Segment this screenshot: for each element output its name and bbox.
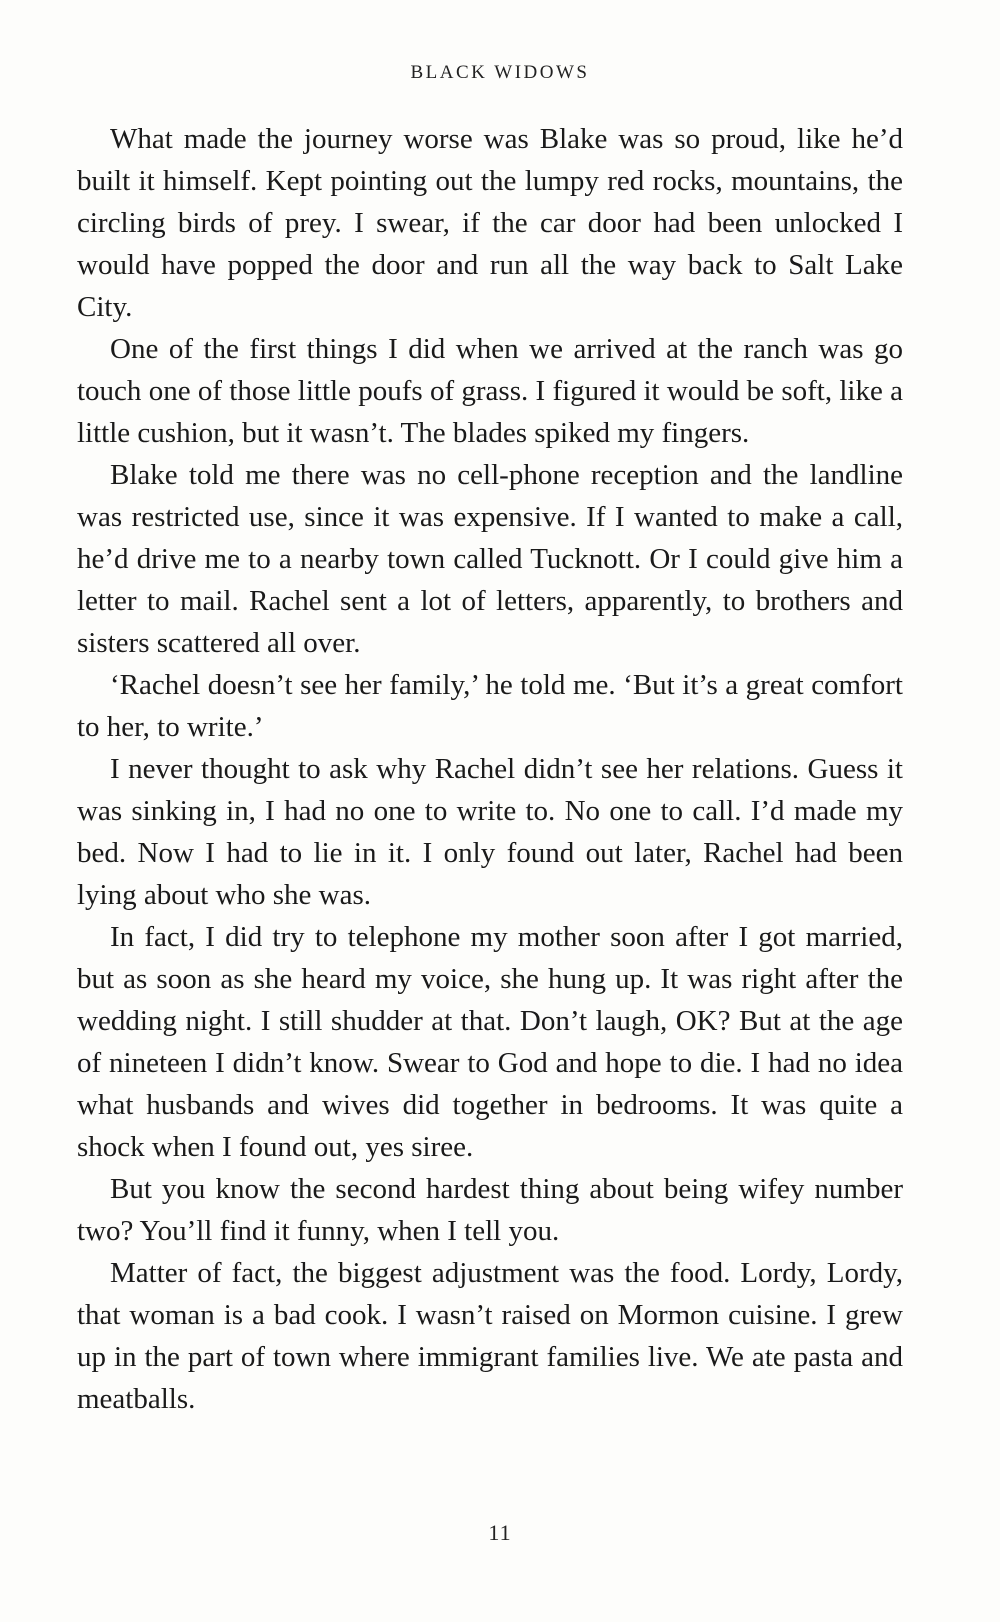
paragraph: In fact, I did try to telephone my mother soon after I got married, but as soon as she heard my voice, she hung up. It was right after the wedding night. I still shudder at that. Don’t laugh, OK? But at the age of nineteen I didn’t know. Swear to God and hope to die. I had no idea what husbands and wives did together in bedrooms. It was quite a shock when I found out, yes siree. [77,921,903,1163]
paragraph: What made the journey worse was Blake was so proud, like he’d built it himself. Kept pointing out the lumpy red rocks, mountains, the circling birds of prey. I swear, if the car door had been unlocked I would have popped the door and run all the way back to Salt Lake City. [77,123,903,323]
paragraph: ‘Rachel doesn’t see her family,’ he told me. ‘But it’s a great comfort to her, to write.’ [77,669,903,743]
body-text [77,118,903,1420]
paragraph: Blake told me there was no cell-phone reception and the landline was restricted use, since it was expensive. If I wanted to make a call, he’d drive me to a nearby town called Tucknott. Or I could give him a letter to mail. Rachel sent a lot of letters, apparently, to brothers and sisters scattered all over. [77,459,903,659]
paragraph: I never thought to ask why Rachel didn’t see her relations. Guess it was sinking in, I had no one to write to. No one to call. I’d made my bed. Now I had to lie in it. I only found out later, Rachel had been lying about who she was. [77,753,903,911]
paragraph: Matter of fact, the biggest adjustment was the food. Lordy, Lordy, that woman is a bad cook. I wasn’t raised on Mormon cuisine. I grew up in the part of town where immigrant families live. We ate pasta and meatballs. [77,1257,903,1415]
paragraph: One of the first things I did when we arrived at the ranch was go touch one of those little poufs of grass. I figured it would be soft, like a little cushion, but it wasn’t. The blades spiked my fingers. [77,333,903,449]
page-number: 11 [488,1520,512,1545]
running-head: BLACK WIDOWS [410,62,590,83]
paragraph: But you know the second hardest thing about being wifey number two? You’ll find it funny, when I tell you. [77,1173,903,1247]
